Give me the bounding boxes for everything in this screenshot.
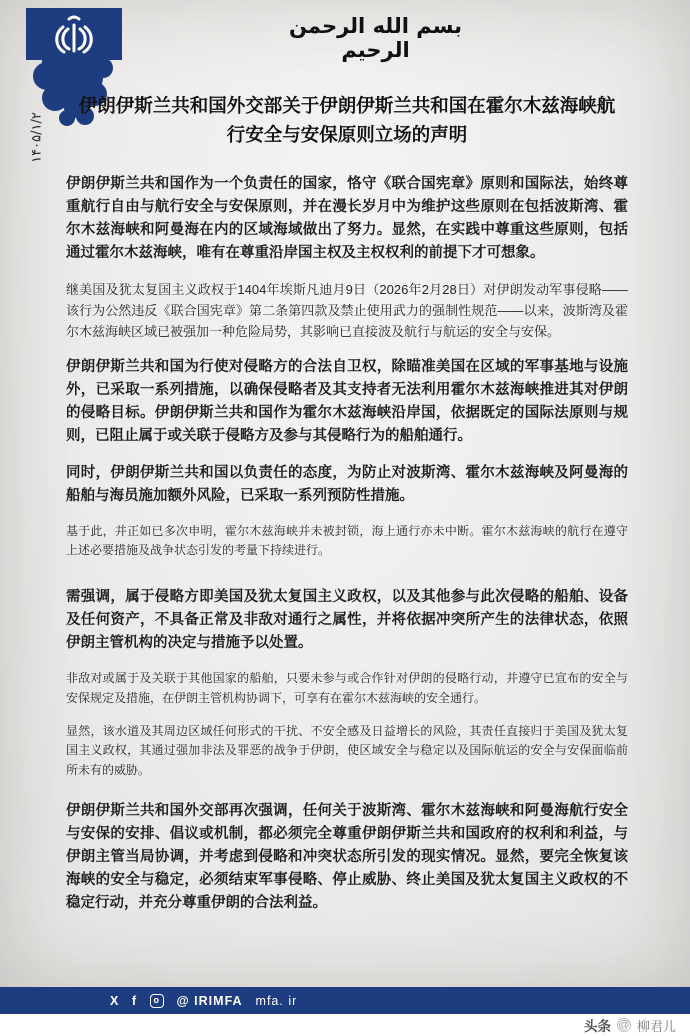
- bismillah-calligraphy: بسم الله الرحمن الرحيم: [289, 14, 462, 63]
- paragraph-4: 同时，伊朗伊斯兰共和国以负责任的态度，为防止对波斯湾、霍尔木兹海峡及阿曼海的船舶与海员施加额外风险，已采取一系列预防性措施。: [66, 464, 628, 504]
- watermark-brand: 头条: [583, 1019, 611, 1034]
- paragraph-9: 伊朗伊斯兰共和国外交部再次强调，任何关于波斯湾、霍尔木兹海峡和阿曼海航行安全与安保的安排、倡议或机制，都必须完全尊重伊朗伊斯兰共和国政府的权利和利益，与伊朗主管当局协调，并考虑到侵略和冲突状态所引发的现实情况。显然，要完全恢复该海峡的安全与稳定，必须结束军事侵略、停止威胁、终止美国及犹太复国主义政权的不稳定行动，并充分尊重伊朗的合法利益。: [66, 803, 628, 911]
- paragraph-1: 伊朗伊斯兰共和国作为一个负责任的国家，恪守《联合国宪章》原则和国际法，始终尊重航行自由与航行安全与安保原则，并在漫长岁月中为维护这些原则在包括波斯湾、霍尔木兹海峡和阿曼海在内的区域海域做出了努力。显然，在实践中尊重这些原则，包括通过霍尔木兹海峡，唯有在尊重沿岸国主权及主权权利的前提下才可想象。: [66, 176, 628, 262]
- footer-handle: @ IRIMFA: [176, 993, 243, 1008]
- footer-website: mfa. ir: [255, 993, 298, 1008]
- x-social-icon: X: [110, 993, 119, 1008]
- paragraph-7: 非敌对或属于及关联于其他国家的船舶，只要未参与或合作针对伊朗的侵略行动，并遵守已宣布的安全与安保规定及措施，在伊朗主管机构协调下，可享有在霍尔木兹海峡的安全通行。: [66, 671, 628, 705]
- paragraph-5: 基于此，并正如已多次申明，霍尔木兹海峡并未被封锁，海上通行亦未中断。霍尔木兹海峡的航行在遵守上述必要措施及战争状态引发的考量下持续进行。: [66, 523, 628, 557]
- facebook-icon: f: [131, 993, 137, 1008]
- footer-bar: [0, 987, 690, 1014]
- bottom-strip: [0, 1014, 690, 1036]
- paragraph-6: 需强调，属于侵略方即美国及犹太复国主义政权，以及其他参与此次侵略的船舶、设备及任何资产，不具备正常及非敌对通行之属性，并将依据冲突所产生的法律状态，依照伊朗主管机构的决定与措施予以处置。: [66, 589, 628, 652]
- page-title: 伊朗伊斯兰共和国外交部关于伊朗伊斯兰共和国在霍尔木兹海峡航行安全与安保原则立场的声明: [78, 95, 616, 145]
- instagram-icon: o: [150, 994, 164, 1008]
- paragraph-3: 伊朗伊斯兰共和国为行使对侵略方的合法自卫权，除瞄准美国在区域的军事基地与设施外，已采取一系列措施，以确保侵略者及其支持者无法利用霍尔木兹海峡推进其对伊朗的侵略目标。伊朗伊斯兰共和国作为霍尔木兹海峡沿岸国，依据既定的国际法原则与规则，已阻止属于或关联于侵略方及参与其侵略行为的船舶通行。: [66, 359, 628, 444]
- paragraph-2: 继美国及犹太复国主义政权于1404年埃斯凡迪月9日（2026年2月28日）对伊朗发动军事侵略——该行为公然违反《联合国宪章》第二条第四款及禁止使用武力的强制性规范——以来，波斯湾及霍尔木兹海峡区域已被强加一种危险局势，其影响已直接波及航行与航运的安全与安保。: [66, 281, 628, 340]
- watermark-username: 柳君儿: [636, 1018, 676, 1034]
- paragraph-8: 显然，该水道及其周边区域任何形式的干扰、不安全感及日益增长的风险，其责任直接归于美国及犹太复国主义政权，其通过强加非法及罪恶的战争于伊朗，使区域安全与稳定以及国际航运的安全与安保面临前所未有的威胁。: [66, 724, 628, 777]
- persian-date: ۱۴۰۵/۱/۲: [29, 112, 45, 163]
- watermark-at-icon: @: [618, 1019, 630, 1031]
